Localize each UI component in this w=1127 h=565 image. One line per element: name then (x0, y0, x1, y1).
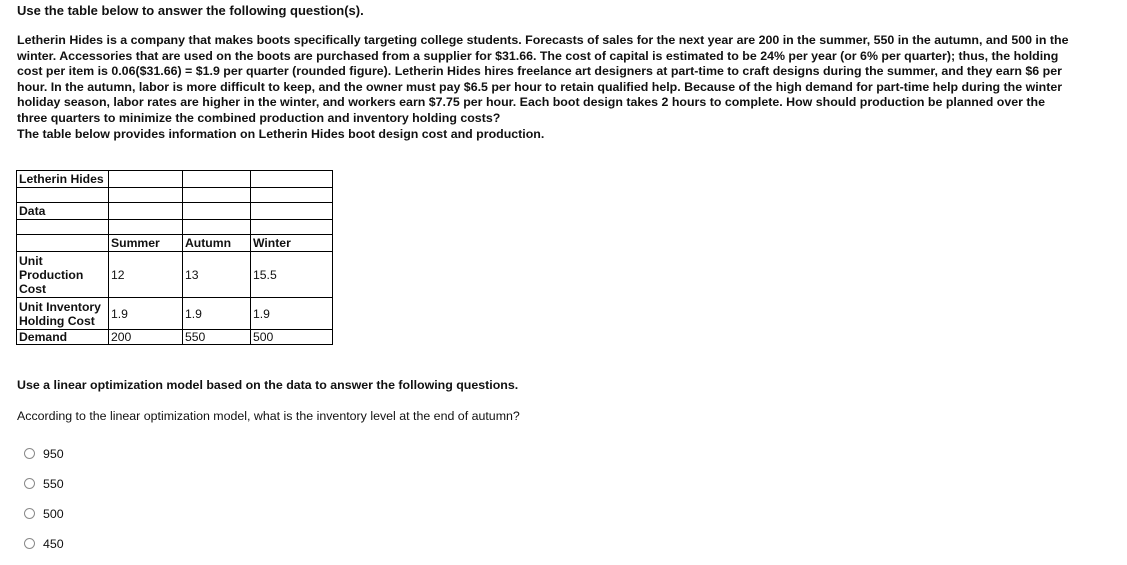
table-cell: 13 (183, 252, 251, 298)
stem-line: The table below provides information on Letherin Hides boot design cost and production. (17, 126, 545, 141)
row-label-demand: Demand (17, 330, 109, 345)
radio-button[interactable] (24, 538, 35, 549)
stem-line: Letherin Hides is a company that makes boots specifically targeting college students. Forecasts of sales for the next year are 200 in the summer, 550 in the autumn, and 500 in the (17, 33, 1069, 47)
column-header-autumn: Autumn (183, 235, 251, 252)
table-cell: 15.5 (251, 252, 333, 298)
option-label: 550 (43, 477, 64, 491)
data-table (16, 170, 333, 345)
table-cell (183, 171, 251, 188)
table-cell: 500 (251, 330, 333, 345)
table-row (17, 171, 333, 188)
table-row (17, 330, 333, 345)
table-cell (109, 171, 183, 188)
answer-option-950[interactable] (24, 439, 64, 469)
table-cell (251, 203, 333, 220)
question-text: According to the linear optimization model, what is the inventory level at the end of autumn? (17, 409, 520, 423)
radio-button[interactable] (24, 478, 35, 489)
option-label: 450 (43, 537, 64, 551)
column-header-winter: Winter (251, 235, 333, 252)
table-cell: 12 (109, 252, 183, 298)
answer-option-550[interactable] (24, 469, 64, 499)
answer-option-450[interactable] (24, 529, 64, 559)
stem-line: three quarters to minimize the combined production and inventory holding costs? (17, 110, 501, 125)
table-cell: 1.9 (183, 298, 251, 330)
table-row (17, 220, 333, 235)
table-title: Letherin Hides (17, 171, 109, 188)
table-cell: 550 (183, 330, 251, 345)
table-header-row (17, 235, 333, 252)
answer-options (24, 439, 64, 559)
stem-line: holiday season, labor rates are higher in the winter, and workers earn $7.75 per hour. Each boot design takes 2 hours to complete. How should production be planned over the (17, 95, 1045, 110)
table-cell: 1.9 (251, 298, 333, 330)
table-cell (183, 203, 251, 220)
column-header-summer: Summer (109, 235, 183, 252)
row-label-unit-production-cost: Unit Production Cost (17, 252, 109, 298)
table-cell: 200 (109, 330, 183, 345)
stem-line: cost per item is 0.06($31.66) = $1.9 per quarter (rounded figure). Letherin Hides hires freelance art designers at part-time to craft designs during the summer, and they earn $6 per (17, 64, 1062, 79)
stem-line: winter. Accessories that are used on the boots are purchased from a supplier for $31.66. The cost of capital is estimated to be 24% per year (or 6% per quarter); thus, the holding (17, 48, 1059, 63)
table-row (17, 188, 333, 203)
question-stem (17, 33, 1123, 142)
table-cell (251, 171, 333, 188)
option-label: 500 (43, 507, 64, 521)
followup-instruction: Use a linear optimization model based on the data to answer the following questions. (17, 378, 519, 392)
table-subtitle: Data (17, 203, 109, 220)
option-label: 950 (43, 447, 64, 461)
row-label-unit-inventory-holding-cost: Unit Inventory Holding Cost (17, 298, 109, 330)
table-row (17, 252, 333, 298)
stem-line: hour. In the autumn, labor is more difficult to keep, and the owner must pay $6.5 per hour to retain qualified help. Because of the high demand for part-time help during the winter (17, 79, 1063, 94)
radio-button[interactable] (24, 448, 35, 459)
radio-button[interactable] (24, 508, 35, 519)
table-cell (17, 235, 109, 252)
instruction-text: Use the table below to answer the following question(s). (17, 3, 364, 18)
table-cell: 1.9 (109, 298, 183, 330)
table-cell (109, 203, 183, 220)
answer-option-500[interactable] (24, 499, 64, 529)
table-row (17, 298, 333, 330)
table-row (17, 203, 333, 220)
